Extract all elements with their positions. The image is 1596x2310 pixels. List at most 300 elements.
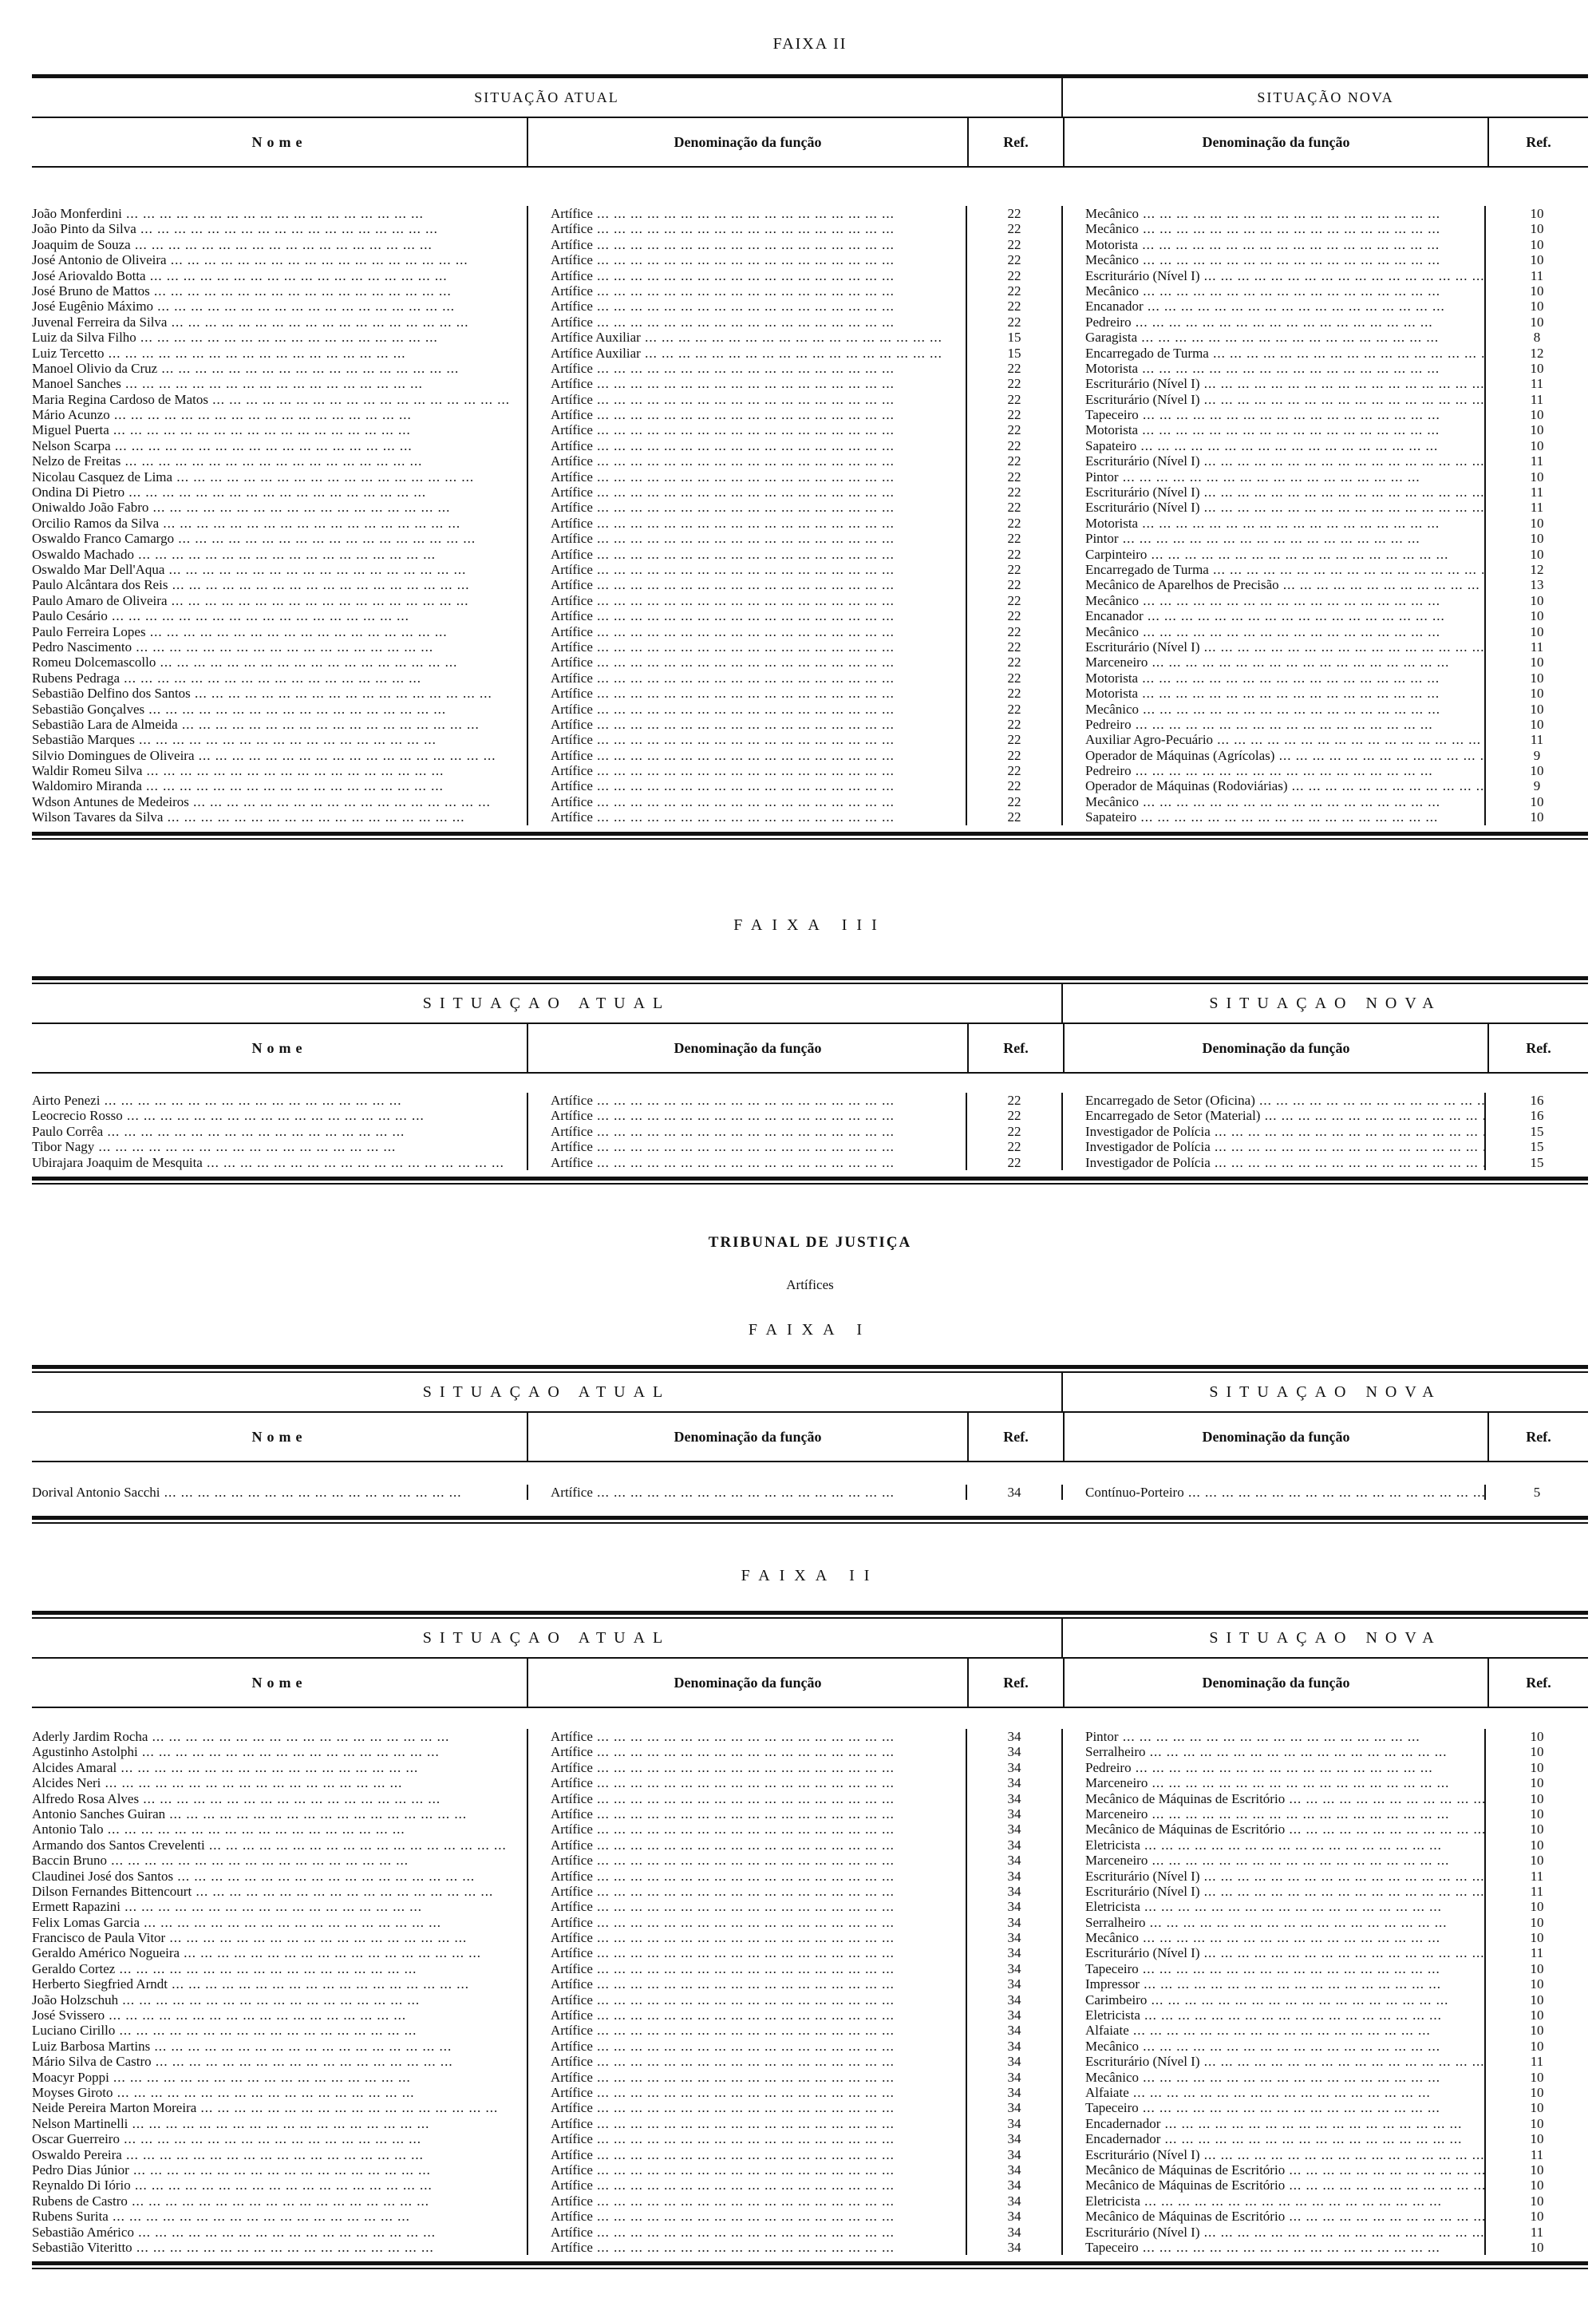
cell-ref-atual: 34	[967, 1791, 1063, 1806]
cell-nome: Sebastião Lara de Almeida ... .	[32, 717, 528, 732]
cell-ref-nova: 10	[1530, 1806, 1544, 1821]
cell-ref-nova: 10	[1530, 1759, 1544, 1775]
table-row	[32, 686, 1588, 701]
cell-ref-nova: 10	[1530, 763, 1544, 779]
cell-ref-nova: 10	[1530, 469, 1544, 485]
header-situacao-nova: SITUAÇÃO NOVA	[1257, 89, 1394, 105]
cell-ref-nova: 11	[1530, 391, 1544, 407]
cell-ref-atual: 22	[967, 1139, 1063, 1154]
cell-funcao-nova: Escriturário (Nível I) ... .	[1063, 2225, 1486, 2240]
cell-funcao-nova: Mecânico de Aparelhos de Precisão ... .	[1063, 577, 1486, 592]
cell-funcao-nova: Mecânico ... .	[1063, 1930, 1486, 1945]
cell-funcao-nova: Escriturário (Nível I) ... .	[1063, 1884, 1486, 1899]
cell-nome: Geraldo Américo Nogueira ... .	[32, 1945, 528, 1960]
cell-funcao-atual: Artífice ... .	[528, 702, 967, 717]
cell-ref-atual: 22	[967, 608, 1063, 623]
cell-funcao-nova: Escriturário (Nível I) ... .	[1063, 268, 1486, 283]
cell-ref-atual: 22	[967, 1155, 1063, 1170]
col-nome: Nome	[32, 1413, 528, 1461]
divider	[32, 1177, 1588, 1181]
cell-funcao-nova: Mecânico de Máquinas de Escritório ... .	[1063, 1791, 1486, 1806]
cell-nome: Juvenal Ferreira da Silva ... .	[32, 314, 528, 330]
cell-funcao-atual: Artífice ... .	[528, 1869, 967, 1884]
table-row	[32, 639, 1588, 655]
cell-ref-atual: 34	[967, 1930, 1063, 1945]
cell-nome: Rubens Surita ... .	[32, 2209, 528, 2224]
cell-ref-nova: 10	[1530, 407, 1544, 423]
table-row	[32, 2131, 1588, 2146]
cell-ref-atual: 34	[967, 1775, 1063, 1790]
table-row	[32, 577, 1588, 592]
table-row	[32, 2147, 1588, 2162]
cell-ref-atual: 34	[967, 2100, 1063, 2115]
cell-nome: Dilson Fernandes Bittencourt ... .	[32, 1884, 528, 1899]
cell-funcao-atual: Artífice ... .	[528, 407, 967, 422]
section-faixa-2	[32, 35, 1588, 840]
cell-ref-nova: 10	[1530, 1821, 1544, 1837]
cell-ref-nova: 5	[1533, 1485, 1541, 1500]
cell-funcao-atual: Artífice ... .	[528, 1124, 967, 1139]
cell-nome: Oniwaldo João Fabro ... .	[32, 500, 528, 515]
table-column-header	[32, 1659, 1588, 1708]
table-row	[32, 453, 1588, 469]
cell-nome: José Antonio de Oliveira ... .	[32, 252, 528, 267]
table-row	[32, 794, 1588, 809]
col-ref-atual: Ref.	[969, 1413, 1065, 1461]
cell-funcao-nova: Serralheiro ... .	[1063, 1915, 1486, 1930]
cell-funcao-nova: Mecânico ... .	[1063, 206, 1486, 221]
cell-funcao-atual: Artífice ... .	[528, 1884, 967, 1899]
cell-ref-atual: 34	[967, 1945, 1063, 1960]
cell-nome: José Eugênio Máximo ... .	[32, 299, 528, 314]
cell-ref-nova: 10	[1530, 1914, 1544, 1930]
cell-ref-atual: 34	[967, 1806, 1063, 1821]
cell-funcao-atual: Artífice ... .	[528, 1139, 967, 1154]
cell-ref-atual: 22	[967, 655, 1063, 670]
table-group-header	[32, 984, 1588, 1024]
table-row	[32, 1992, 1588, 2007]
cell-funcao-nova: Marceneiro ... .	[1063, 1806, 1486, 1821]
cell-funcao-atual: Artífice ... .	[528, 1791, 967, 1806]
cell-funcao-nova: Investigador de Polícia ... .	[1063, 1124, 1486, 1139]
table-row	[32, 1961, 1588, 1976]
cell-funcao-nova: Mecânico ... .	[1063, 702, 1486, 717]
cell-ref-nova: 10	[1530, 546, 1544, 562]
cell-funcao-atual: Artífice ... .	[528, 1744, 967, 1759]
cell-ref-nova: 10	[1530, 2007, 1544, 2023]
tribunal-subtitle: Artífices	[786, 1277, 834, 1292]
cell-ref-atual: 34	[967, 1961, 1063, 1976]
cell-nome: Orcilio Ramos da Silva ... .	[32, 516, 528, 531]
table-row	[32, 1485, 1588, 1500]
header-situacao-nova: SITUAÇAO NOVA	[1209, 995, 1442, 1012]
cell-nome: Paulo Cesário ... .	[32, 608, 528, 623]
cell-ref-nova: 10	[1530, 437, 1544, 453]
cell-ref-nova: 10	[1530, 1899, 1544, 1915]
cell-ref-atual: 34	[967, 1869, 1063, 1884]
cell-funcao-atual: Artífice ... .	[528, 1093, 967, 1108]
cell-funcao-nova: Mecânico ... .	[1063, 2039, 1486, 2054]
cell-funcao-nova: Encarregado de Setor (Oficina) ... .	[1063, 1093, 1486, 1108]
cell-funcao-nova: Mecânico ... .	[1063, 221, 1486, 236]
cell-nome: Sebastião Viteritto ... .	[32, 2240, 528, 2255]
cell-funcao-nova: Pedreiro ... .	[1063, 763, 1486, 778]
table-row	[32, 1108, 1588, 1123]
cell-ref-atual: 34	[967, 2085, 1063, 2100]
cell-funcao-atual: Artífice ... .	[528, 624, 967, 639]
cell-funcao-atual: Artífice ... .	[528, 516, 967, 531]
cell-nome: João Pinto da Silva ... .	[32, 221, 528, 236]
cell-ref-nova: 15	[1530, 1123, 1544, 1139]
cell-ref-nova: 10	[1530, 2131, 1544, 2147]
cell-ref-nova: 10	[1530, 206, 1544, 221]
cell-funcao-nova: Investigador de Polícia ... .	[1063, 1139, 1486, 1154]
cell-funcao-nova: Pintor ... .	[1063, 469, 1486, 485]
table-row	[32, 314, 1588, 330]
cell-ref-nova: 10	[1530, 252, 1544, 268]
cell-funcao-atual: Artífice ... .	[528, 1155, 967, 1170]
cell-funcao-nova: Marceneiro ... .	[1063, 1853, 1486, 1868]
cell-ref-nova: 16	[1530, 1093, 1544, 1108]
cell-ref-nova: 10	[1530, 1775, 1544, 1791]
cell-ref-nova: 10	[1530, 283, 1544, 299]
cell-ref-atual: 22	[967, 593, 1063, 608]
cell-nome: Rubens Pedraga ... .	[32, 670, 528, 686]
divider	[32, 1522, 1588, 1524]
cell-nome: Sebastião Marques ... .	[32, 732, 528, 747]
cell-nome: João Monferdini ... .	[32, 206, 528, 221]
col-ref-nova: Ref.	[1526, 1429, 1551, 1445]
divider	[32, 1183, 1588, 1185]
cell-nome: Ermett Rapazini ... .	[32, 1899, 528, 1914]
cell-ref-nova: 10	[1530, 701, 1544, 717]
cell-funcao-atual: Artífice ... .	[528, 1108, 967, 1123]
cell-nome: Manoel Olivio da Cruz ... .	[32, 361, 528, 376]
cell-ref-atual: 22	[967, 252, 1063, 267]
section-title: FAIXA II	[741, 1567, 879, 1584]
cell-ref-nova: 10	[1530, 2177, 1544, 2193]
table-row	[32, 1760, 1588, 1775]
table-row	[32, 2209, 1588, 2224]
cell-nome: Pedro Dias Júnior ... .	[32, 2162, 528, 2177]
col-ref-atual: Ref.	[969, 1659, 1065, 1707]
cell-ref-nova: 12	[1530, 345, 1544, 361]
cell-funcao-atual: Artífice ... .	[528, 453, 967, 469]
cell-funcao-atual: Artífice ... .	[528, 1976, 967, 1992]
cell-ref-atual: 22	[967, 407, 1063, 422]
table-row	[32, 237, 1588, 252]
cell-funcao-atual: Artífice ... .	[528, 577, 967, 592]
cell-funcao-atual: Artífice ... .	[528, 392, 967, 407]
cell-funcao-atual: Artífice ... .	[528, 268, 967, 283]
cell-funcao-atual: Artífice ... .	[528, 237, 967, 252]
table-row	[32, 547, 1588, 562]
cell-nome: Oswaldo Pereira ... .	[32, 2147, 528, 2162]
cell-nome: João Holzschuh ... .	[32, 1992, 528, 2007]
table-row	[32, 1791, 1588, 1806]
table-row	[32, 516, 1588, 531]
cell-funcao-nova: Escriturário (Nível I) ... .	[1063, 453, 1486, 469]
cell-ref-atual: 34	[967, 2177, 1063, 2193]
cell-funcao-atual: Artífice ... .	[528, 1806, 967, 1821]
cell-funcao-nova: Tapeceiro ... .	[1063, 2100, 1486, 2115]
table-row	[32, 593, 1588, 608]
cell-funcao-nova: Escriturário (Nível I) ... .	[1063, 500, 1486, 515]
table	[32, 984, 1588, 1177]
cell-nome: José Svissero ... .	[32, 2007, 528, 2023]
table-row	[32, 392, 1588, 407]
table-row	[32, 469, 1588, 485]
cell-funcao-atual: Artífice ... .	[528, 2039, 967, 2054]
header-situacao-atual: SITUAÇAO ATUAL	[32, 984, 1063, 1022]
table-row	[32, 608, 1588, 623]
cell-ref-atual: 22	[967, 485, 1063, 500]
cell-funcao-nova: Mecânico ... .	[1063, 283, 1486, 299]
table-body	[32, 1708, 1588, 2261]
cell-ref-atual: 34	[967, 2225, 1063, 2240]
cell-ref-atual: 34	[967, 2007, 1063, 2023]
section-title: FAIXA I	[748, 1321, 872, 1339]
cell-funcao-nova: Encarregado de Turma ... .	[1063, 346, 1486, 361]
cell-ref-nova: 11	[1530, 1945, 1544, 1961]
cell-funcao-atual: Artífice ... .	[528, 2070, 967, 2085]
cell-nome: José Ariovaldo Botta ... .	[32, 268, 528, 283]
cell-nome: Oswaldo Machado ... .	[32, 547, 528, 562]
cell-nome: Airto Penezi ... .	[32, 1093, 528, 1108]
cell-funcao-nova: Operador de Máquinas (Agrícolas) ... .	[1063, 748, 1486, 763]
cell-ref-atual: 34	[967, 1821, 1063, 1837]
cell-funcao-nova: Tapeceiro ... .	[1063, 407, 1486, 422]
cell-nome: Wdson Antunes de Medeiros ... .	[32, 794, 528, 809]
cell-funcao-atual: Artífice ... .	[528, 299, 967, 314]
cell-funcao-nova: Sapateiro ... .	[1063, 438, 1486, 453]
cell-nome: Tibor Nagy ... .	[32, 1139, 528, 1154]
cell-funcao-nova: Pedreiro ... .	[1063, 1760, 1486, 1775]
cell-nome: Armando dos Santos Crevelenti ... .	[32, 1837, 528, 1853]
cell-funcao-atual: Artífice ... .	[528, 1729, 967, 1744]
cell-ref-atual: 22	[967, 268, 1063, 283]
cell-ref-nova: 11	[1530, 639, 1544, 655]
cell-nome: Mário Acunzo ... .	[32, 407, 528, 422]
cell-funcao-atual: Artífice ... .	[528, 361, 967, 376]
cell-funcao-nova: Escriturário (Nível I) ... .	[1063, 392, 1486, 407]
cell-ref-nova: 10	[1530, 670, 1544, 686]
table-row	[32, 624, 1588, 639]
cell-ref-nova: 10	[1530, 1853, 1544, 1869]
table-row	[32, 732, 1588, 747]
cell-nome: Moacyr Poppi ... .	[32, 2070, 528, 2085]
divider	[32, 838, 1588, 840]
cell-funcao-atual: Artífice ... .	[528, 2147, 967, 2162]
table-row	[32, 1093, 1588, 1108]
table-row	[32, 1884, 1588, 1899]
cell-funcao-nova: Eletricista ... .	[1063, 2007, 1486, 2023]
cell-nome: Miguel Puerta ... .	[32, 422, 528, 437]
cell-funcao-atual: Artífice ... .	[528, 531, 967, 546]
cell-funcao-atual: Artífice ... .	[528, 809, 967, 825]
divider	[32, 1611, 1588, 1615]
cell-funcao-nova: Mecânico ... .	[1063, 2070, 1486, 2085]
header-situacao-nova: SITUAÇAO NOVA	[1209, 1629, 1442, 1647]
table-row	[32, 376, 1588, 391]
col-funcao-atual: Denominação da função	[528, 1024, 969, 1072]
cell-ref-nova: 11	[1530, 1883, 1544, 1899]
cell-ref-nova: 10	[1530, 2038, 1544, 2054]
cell-funcao-nova: Mecânico ... .	[1063, 794, 1486, 809]
table-row	[32, 655, 1588, 670]
cell-funcao-atual: Artífice ... .	[528, 1899, 967, 1914]
col-funcao-nova: Denominação da função	[1065, 1659, 1489, 1707]
cell-ref-nova: 11	[1530, 2146, 1544, 2162]
cell-ref-atual: 22	[967, 500, 1063, 515]
cell-ref-atual: 34	[967, 2240, 1063, 2255]
cell-ref-nova: 10	[1530, 1837, 1544, 1853]
cell-funcao-nova: Tapeceiro ... .	[1063, 2240, 1486, 2255]
cell-nome: Aderly Jardim Rocha ... .	[32, 1729, 528, 1744]
cell-ref-nova: 10	[1530, 1992, 1544, 2007]
cell-nome: Luiz da Silva Filho ... .	[32, 330, 528, 345]
cell-nome: Neide Pereira Marton Moreira ... .	[32, 2100, 528, 2115]
cell-ref-nova: 10	[1530, 314, 1544, 330]
cell-funcao-nova: Encarregado de Turma ... .	[1063, 562, 1486, 577]
section-tj-faixa-2	[32, 1567, 1588, 2269]
cell-nome: Felix Lomas Garcia ... .	[32, 1915, 528, 1930]
table-row	[32, 1853, 1588, 1868]
cell-funcao-atual: Artífice ... .	[528, 670, 967, 686]
table-group-header	[32, 1373, 1588, 1413]
cell-nome: Antonio Sanches Guiran ... .	[32, 1806, 528, 1821]
cell-ref-nova: 11	[1530, 732, 1544, 748]
cell-ref-nova: 16	[1530, 1108, 1544, 1124]
cell-ref-atual: 34	[967, 2147, 1063, 2162]
table-row	[32, 299, 1588, 314]
table-row	[32, 778, 1588, 793]
cell-ref-atual: 34	[967, 1744, 1063, 1759]
cell-ref-atual: 22	[967, 392, 1063, 407]
table-row	[32, 1729, 1588, 1744]
table-row	[32, 252, 1588, 267]
cell-funcao-atual: Artífice ... .	[528, 1961, 967, 1976]
cell-ref-nova: 10	[1530, 2193, 1544, 2209]
cell-ref-nova: 10	[1530, 592, 1544, 608]
header-situacao-nova: SITUAÇAO NOVA	[1209, 1383, 1442, 1401]
cell-ref-atual: 22	[967, 670, 1063, 686]
section-title: FAIXA II	[772, 35, 847, 53]
cell-funcao-nova: Encadernador ... .	[1063, 2116, 1486, 2131]
cell-ref-nova: 9	[1533, 778, 1541, 794]
cell-ref-nova: 11	[1530, 500, 1544, 516]
cell-nome: Oswaldo Franco Camargo ... .	[32, 531, 528, 546]
cell-ref-atual: 15	[967, 330, 1063, 345]
cell-ref-atual: 22	[967, 453, 1063, 469]
cell-ref-nova: 13	[1530, 577, 1544, 593]
cell-funcao-atual: Artífice Auxiliar ... .	[528, 346, 967, 361]
table-row	[32, 2039, 1588, 2054]
cell-ref-atual: 22	[967, 1093, 1063, 1108]
cell-funcao-nova: Pintor ... .	[1063, 531, 1486, 546]
cell-funcao-nova: Mecânico de Máquinas de Escritório ... .	[1063, 2162, 1486, 2177]
cell-ref-nova: 10	[1530, 1960, 1544, 1976]
table-row	[32, 1899, 1588, 1914]
table-column-header	[32, 1413, 1588, 1462]
cell-funcao-nova: Motorista ... .	[1063, 516, 1486, 531]
cell-ref-atual: 34	[967, 2209, 1063, 2224]
table-row	[32, 283, 1588, 299]
cell-nome: Herberto Siegfried Arndt ... .	[32, 1976, 528, 1992]
cell-nome: Sebastião Américo ... .	[32, 2225, 528, 2240]
table-row	[32, 2162, 1588, 2177]
cell-funcao-nova: Eletricista ... .	[1063, 1899, 1486, 1914]
cell-ref-atual: 22	[967, 732, 1063, 747]
cell-funcao-nova: Mecânico ... .	[1063, 593, 1486, 608]
cell-nome: Rubens de Castro ... .	[32, 2193, 528, 2209]
cell-funcao-nova: Escriturário (Nível I) ... .	[1063, 2054, 1486, 2069]
col-funcao-atual: Denominação da função	[528, 1659, 969, 1707]
cell-nome: Reynaldo Di Iório ... .	[32, 2177, 528, 2193]
cell-ref-atual: 22	[967, 717, 1063, 732]
cell-funcao-atual: Artífice ... .	[528, 438, 967, 453]
cell-funcao-atual: Artífice ... .	[528, 2100, 967, 2115]
cell-funcao-nova: Serralheiro ... .	[1063, 1744, 1486, 1759]
tribunal-title: TRIBUNAL DE JUSTIÇA	[708, 1234, 912, 1251]
cell-ref-nova: 9	[1533, 747, 1541, 763]
cell-funcao-atual: Artífice ... .	[528, 1837, 967, 1853]
cell-funcao-nova: Escriturário (Nível I) ... .	[1063, 639, 1486, 655]
cell-nome: Agustinho Astolphi ... .	[32, 1744, 528, 1759]
cell-funcao-atual: Artífice Auxiliar ... .	[528, 330, 967, 345]
table-row	[32, 1945, 1588, 1960]
cell-ref-atual: 22	[967, 237, 1063, 252]
cell-ref-atual: 22	[967, 469, 1063, 485]
cell-funcao-atual: Artífice ... .	[528, 252, 967, 267]
cell-funcao-atual: Artífice ... .	[528, 283, 967, 299]
cell-funcao-atual: Artífice ... .	[528, 1945, 967, 1960]
cell-funcao-atual: Artífice ... .	[528, 763, 967, 778]
cell-funcao-nova: Marceneiro ... .	[1063, 655, 1486, 670]
table-row	[32, 2023, 1588, 2038]
cell-nome: Mário Silva de Castro ... .	[32, 2054, 528, 2069]
table-row	[32, 330, 1588, 345]
cell-ref-nova: 10	[1530, 2162, 1544, 2177]
cell-funcao-atual: Artífice ... .	[528, 547, 967, 562]
cell-funcao-nova: Sapateiro ... .	[1063, 809, 1486, 825]
cell-ref-atual: 34	[967, 1853, 1063, 1868]
cell-nome: Luiz Tercetto ... .	[32, 346, 528, 361]
cell-nome: Wilson Tavares da Silva ... .	[32, 809, 528, 825]
table-row	[32, 2225, 1588, 2240]
cell-ref-nova: 10	[1530, 809, 1544, 825]
cell-nome: Romeu Dolcemascollo ... .	[32, 655, 528, 670]
header-situacao-atual: SITUAÇAO ATUAL	[32, 1619, 1063, 1657]
table-row	[32, 485, 1588, 500]
cell-ref-nova: 10	[1530, 686, 1544, 702]
cell-nome: Luiz Barbosa Martins ... .	[32, 2039, 528, 2054]
cell-funcao-atual: Artífice ... .	[528, 1821, 967, 1837]
cell-funcao-nova: Auxiliar Agro-Pecuário ... .	[1063, 732, 1486, 747]
cell-ref-atual: 22	[967, 794, 1063, 809]
cell-ref-atual: 15	[967, 346, 1063, 361]
cell-nome: Ondina Di Pietro ... .	[32, 485, 528, 500]
table-row	[32, 2007, 1588, 2023]
cell-nome: Nelson Scarpa ... .	[32, 438, 528, 453]
cell-funcao-nova: Encanador ... .	[1063, 299, 1486, 314]
cell-ref-nova: 10	[1530, 2115, 1544, 2131]
col-ref-nova: Ref.	[1526, 1040, 1551, 1056]
cell-funcao-nova: Motorista ... .	[1063, 422, 1486, 437]
cell-funcao-nova: Pedreiro ... .	[1063, 717, 1486, 732]
cell-funcao-atual: Artífice ... .	[528, 1915, 967, 1930]
cell-ref-nova: 10	[1530, 515, 1544, 531]
